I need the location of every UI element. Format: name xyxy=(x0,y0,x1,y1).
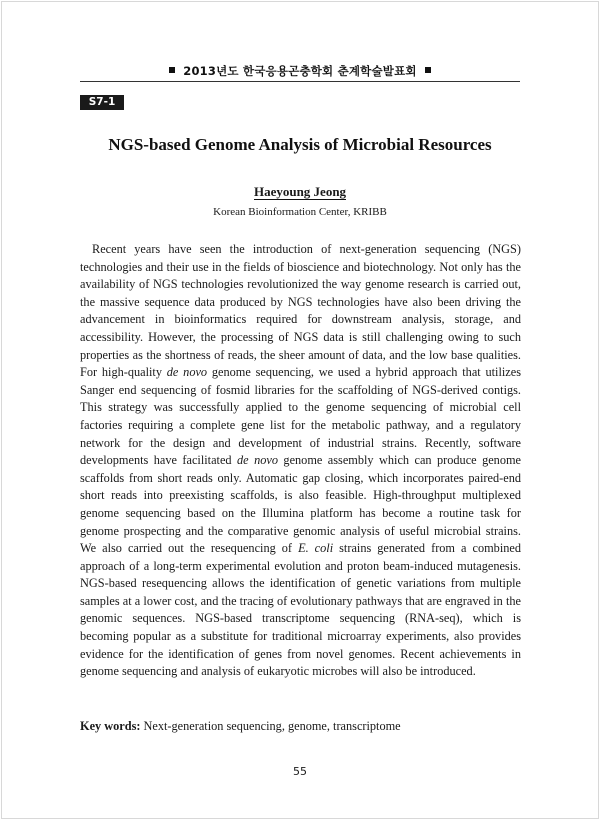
keywords-value: Next-generation sequencing, genome, transcriptome xyxy=(140,719,401,733)
author xyxy=(0,184,600,200)
abstract-italic-term: de novo xyxy=(166,365,208,380)
keywords xyxy=(80,718,521,735)
affiliation: Korean Bioinformation Center, KRIBB xyxy=(213,206,387,218)
paper-title: NGS-based Genome Analysis of Microbial Resources xyxy=(108,135,492,154)
page-number: 55 xyxy=(293,765,307,778)
bullet-square-icon xyxy=(169,67,175,73)
abstract-italic-term: de novo xyxy=(237,453,278,468)
abstract-text: strains generated from a combined approach of a long-term experimental evolution and proton beam-induced mutagenesis. NGS-based resequencing allows the identification of genetic variations from multiple samples at a lower cost, and the tracing of evolutionary pathways that are engraved in the genomic sequences. NGS-based transcriptome sequencing (RNA-seq), which is becoming popular as a substitute for traditional microarray experiments, also provides evidence for the identification of genes from novel genomes. Recent achievements in genome sequencing and analysis of eukaryotic microbes will also be introduced. xyxy=(80,541,522,679)
abstract-text: Recent years have seen the introduction of next-generation sequencing (NGS) technologies and their use in the fields of bioscience and biotechnology. Not only has the availability of NGS technologies revolutionized the way genome research is carried out, the massive sequence data produced by NGS technologies have also been driving the advancement in bioinformatics required for downstream analysis, storage, and accessibility. However, the processing of NGS data is still challenging owing to such properties as the shortness of reads, the sheer amount of data, and the low base qualities. For high-quality xyxy=(80,242,521,380)
header-rule xyxy=(80,81,520,82)
abstract-text: genome sequencing, we used a hybrid approach that utilizes Sanger end sequencing of fosmid libraries for the scaffolding of NGS-derived contigs. This strategy was successfully applied to the genome sequencing of microbial cell factories requiring a complete gene list for the metabolic pathway, and a regulatory network for the design and development of industrial strains. Recently, software developments have facilitated xyxy=(80,365,521,468)
keywords-label: Key words: xyxy=(80,719,141,733)
conference-name: 2013년도 한국응용곤충학회 춘계학술발표회 xyxy=(183,64,417,78)
running-header xyxy=(0,63,600,79)
author-name: Haeyoung Jeong xyxy=(253,184,347,199)
abstract-body xyxy=(80,241,521,681)
session-badge: S7-1 xyxy=(80,95,124,110)
abstract-text: genome assembly which can produce genome scaffolds from short reads only. Automatic gap closing, which incorporates paired-end short reads into preexisting scaffolds, is also feasible. High-throughput multiplexed genome sequencing based on the Illumina platform has become a routine task for genome prospecting and the comparative genomic analysis of useful microbial strains. We also carried out the resequencing of xyxy=(80,453,521,556)
bullet-square-icon xyxy=(425,67,431,73)
abstract-italic-term: E. coli xyxy=(298,541,334,556)
